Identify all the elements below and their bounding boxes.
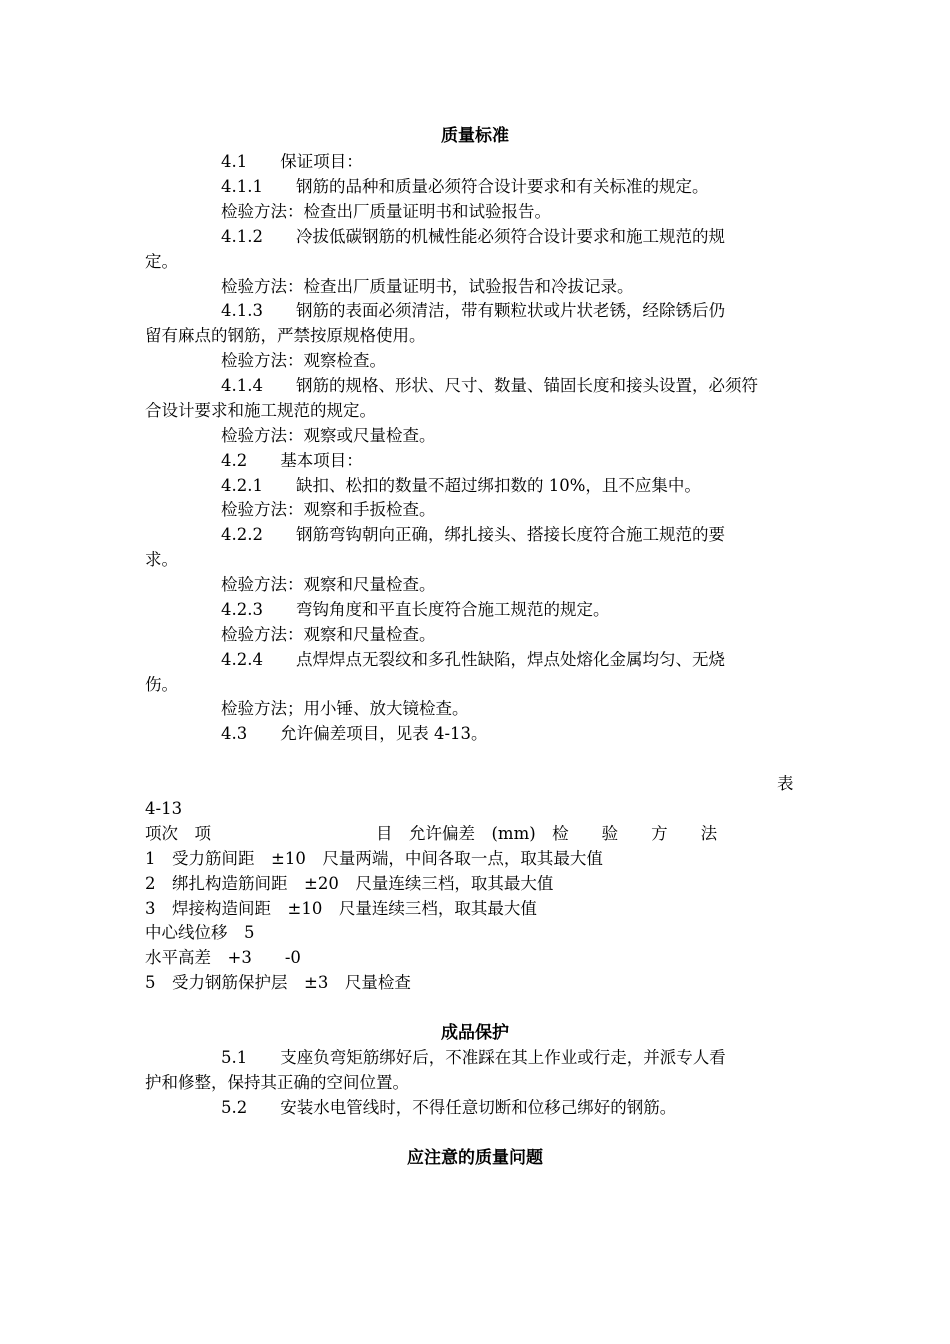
text-line: 护和修整，保持其正确的空间位置。	[145, 1073, 409, 1092]
text-line: 4.1.3 钢筋的表面必须清洁，带有颗粒状或片状老锈，经除锈后仍	[221, 301, 725, 320]
heading-quality-standard: 质量标准	[441, 126, 509, 146]
text-line: 4.1 保证项目：	[221, 152, 363, 171]
text-line: 求。	[145, 550, 178, 569]
text-line: 留有麻点的钢筋，严禁按原规格使用。	[145, 326, 426, 345]
text-line: 4.1.1 钢筋的品种和质量必须符合设计要求和有关标准的规定。	[221, 177, 709, 196]
text-line: 5.2 安装水电管线时，不得任意切断和位移己绑好的钢筋。	[221, 1098, 677, 1117]
text-line: 检验方法；用小锤、放大镜检查。	[221, 699, 469, 718]
text-line: 检验方法：观察和尺量检查。	[221, 575, 436, 594]
text-line: 4.2.2 钢筋弯钩朝向正确，绑扎接头、搭接长度符合施工规范的要	[221, 525, 725, 544]
text-line: 检验方法：检查出厂质量证明书，试验报告和冷拔记录。	[221, 277, 634, 296]
text-line: 检验方法：观察和手扳检查。	[221, 500, 436, 519]
table-row: 1 受力筋间距 ±10 尺量两端，中间各取一点，取其最大值	[145, 849, 603, 868]
table-row: 中心线位移 5	[145, 923, 255, 942]
table-caption-number: 4-13	[145, 799, 183, 818]
table-row: 2 绑扎构造筋间距 ±20 尺量连续三档，取其最大值	[145, 874, 554, 893]
text-line: 4.1.2 冷拔低碳钢筋的机械性能必须符合设计要求和施工规范的规	[221, 227, 725, 246]
text-line: 4.2 基本项目：	[221, 451, 363, 470]
text-line: 4.3 允许偏差项目，见表 4-13。	[221, 724, 488, 743]
text-line: 定。	[145, 252, 178, 271]
text-line: 检验方法：观察检查。	[221, 351, 386, 370]
text-line: 检验方法：检查出厂质量证明书和试验报告。	[221, 202, 551, 221]
text-line: 伤。	[145, 675, 178, 694]
text-line: 检验方法：观察和尺量检查。	[221, 625, 436, 644]
table-header: 项次 项 目 允许偏差 (mm) 检 验 方 法	[145, 824, 718, 843]
table-row: 水平高差 +3 -0	[145, 948, 301, 967]
table-row: 5 受力钢筋保护层 ±3 尺量检查	[145, 973, 411, 992]
heading-product-protection: 成品保护	[441, 1023, 509, 1043]
text-line: 4.2.4 点焊焊点无裂纹和多孔性缺陷，焊点处熔化金属均匀、无烧	[221, 650, 725, 669]
text-line: 4.2.3 弯钩角度和平直长度符合施工规范的规定。	[221, 600, 610, 619]
text-line: 合设计要求和施工规范的规定。	[145, 401, 376, 420]
heading-quality-issues: 应注意的质量问题	[407, 1148, 543, 1168]
table-row: 3 焊接构造间距 ±10 尺量连续三档，取其最大值	[145, 899, 537, 918]
text-line: 检验方法：观察或尺量检查。	[221, 426, 436, 445]
text-line: 5.1 支座负弯矩筋绑好后，不准踩在其上作业或行走，并派专人看	[221, 1048, 726, 1067]
text-line: 4.1.4 钢筋的规格、形状、尺寸、数量、锚固长度和接头设置，必须符	[221, 376, 758, 395]
table-caption: 表	[777, 774, 794, 793]
text-line: 4.2.1 缺扣、松扣的数量不超过绑扣数的 10%，且不应集中。	[221, 476, 701, 495]
